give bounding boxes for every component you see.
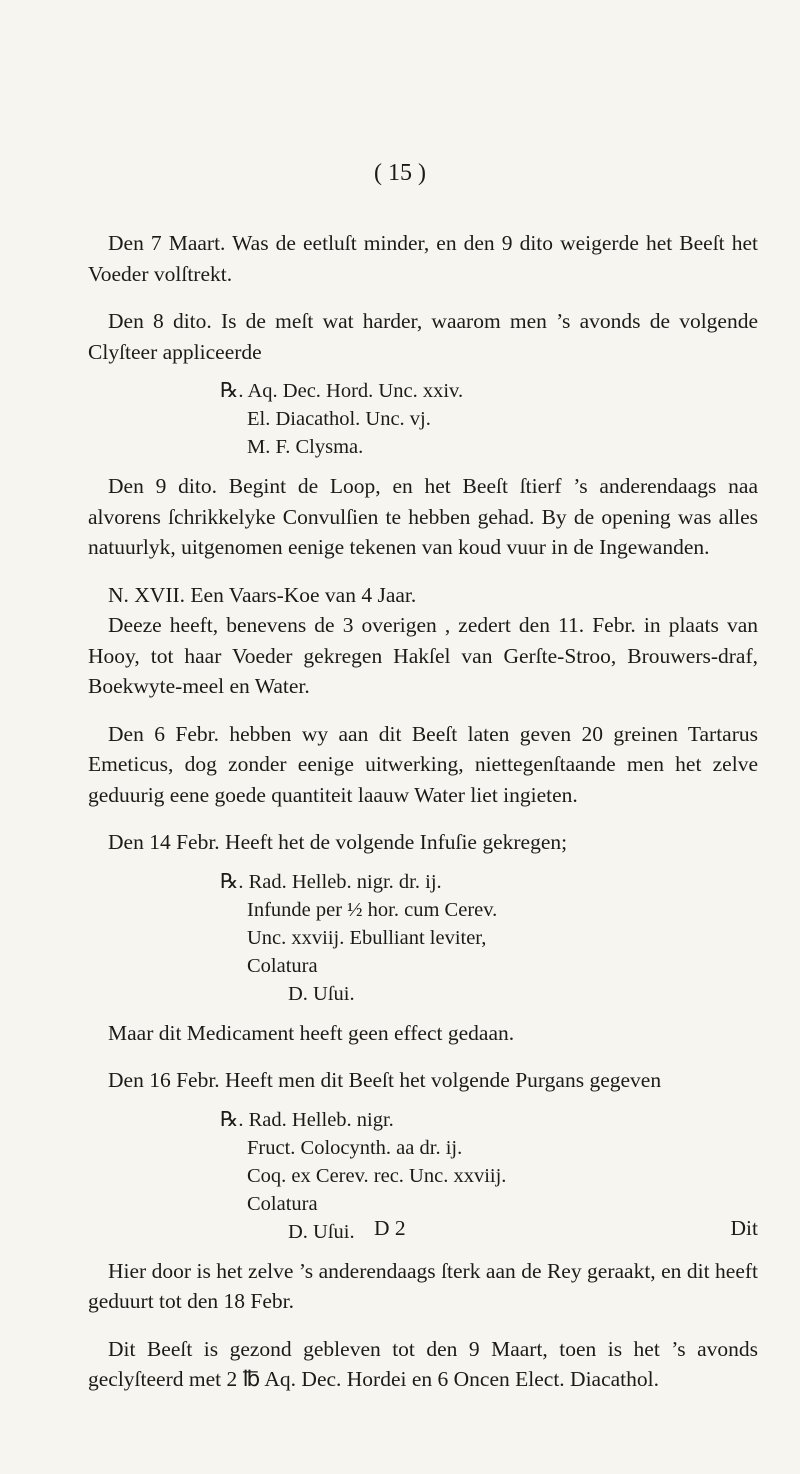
paragraph-voeder: Deeze heeft, benevens de 3 overigen , zedert den 11. Febr. in plaats van Hooy, tot haar Voeder gekregen Hakſel van Gerſte-Stroo, Brouwers-draf, Boekwyte-meel en Water. bbox=[88, 613, 758, 698]
recipe-line: Unc. xxviij. Ebulliant leviter, bbox=[247, 926, 487, 949]
recipe-clysma bbox=[220, 377, 758, 461]
page-body bbox=[88, 228, 758, 1395]
recipe-line: ℞. Aq. Dec. Hord. Unc. xxiv. bbox=[220, 380, 464, 402]
recipe-line: Colatura bbox=[247, 1192, 318, 1215]
recipe-infusie bbox=[220, 868, 758, 1008]
case-heading: N. XVII. Een Vaars-Koe van 4 Jaar. bbox=[108, 582, 417, 607]
recipe-purgans bbox=[220, 1106, 758, 1246]
recipe-line: D. Uſui. bbox=[288, 982, 355, 1005]
page-number: ( 15 ) bbox=[374, 160, 426, 186]
paragraph-7-maart: Den 7 Maart. Was de eetluſt minder, en den 9 dito weigerde het Beeſt het Voeder volſtrekt. bbox=[88, 231, 758, 286]
paragraph-8-dito: Den 8 dito. Is de meſt wat harder, waarom men ’s avonds de volgende Clyſteer appliceerde bbox=[88, 309, 758, 364]
recipe-line: Colatura bbox=[247, 954, 318, 977]
recipe-line: D. Uſui. bbox=[288, 1220, 355, 1243]
paragraph-16-febr: Den 16 Febr. Heeft men dit Beeſt het volgende Purgans gegeven bbox=[108, 1068, 662, 1092]
recipe-line: ℞. Rad. Helleb. nigr. dr. ij. bbox=[220, 870, 442, 893]
paragraph-9-maart: Dit Beeſt is gezond gebleven tot den 9 Maart, toen is het ’s avonds geclyſteerd met 2 ℔ Aq. Dec. Hordei en 6 Oncen Elect. Diacathol. bbox=[88, 1336, 758, 1391]
recipe-line: M. F. Clysma. bbox=[247, 436, 364, 458]
recipe-line: El. Diacathol. Unc. vj. bbox=[247, 408, 431, 430]
recipe-line: Coq. ex Cerev. rec. Unc. xxviij. bbox=[247, 1164, 507, 1187]
paragraph-6-febr: Den 6 Febr. hebben wy aan dit Beeſt laten geven 20 greinen Tartarus Emeticus, dog zonder eenige uitwerking, niettegenſtaande men het zelve geduurig eene goede quantiteit laauw Water liet ingieten. bbox=[88, 721, 758, 807]
paragraph-9-dito: Den 9 dito. Begint de Loop, en het Beeſt ſtierf ’s anderendaags naa alvorens ſchrikkelyke Convulſien te hebben gehad. By de opening was alles natuurlyk, uitgenomen eenige tekenen van koud vuur in de Ingewanden. bbox=[88, 474, 758, 559]
recipe-line: ℞. Rad. Helleb. nigr. bbox=[220, 1108, 394, 1131]
paragraph-geen-effect: Maar dit Medicament heeft geen effect gedaan. bbox=[108, 1020, 515, 1045]
recipe-line: Infunde per ½ hor. cum Cerev. bbox=[247, 898, 498, 921]
signature-mark: D 2 bbox=[374, 1216, 406, 1240]
catchword: Dit bbox=[730, 1216, 758, 1240]
paragraph-14-febr: Den 14 Febr. Heeft het de volgende Infuſie gekregen; bbox=[108, 830, 568, 854]
paragraph-rey: Hier door is het zelve ’s anderendaags ſterk aan de Rey geraakt, en dit heeft geduurt tot den 18 Febr. bbox=[88, 1258, 758, 1313]
recipe-line: Fruct. Colocynth. aa dr. ij. bbox=[247, 1136, 463, 1159]
